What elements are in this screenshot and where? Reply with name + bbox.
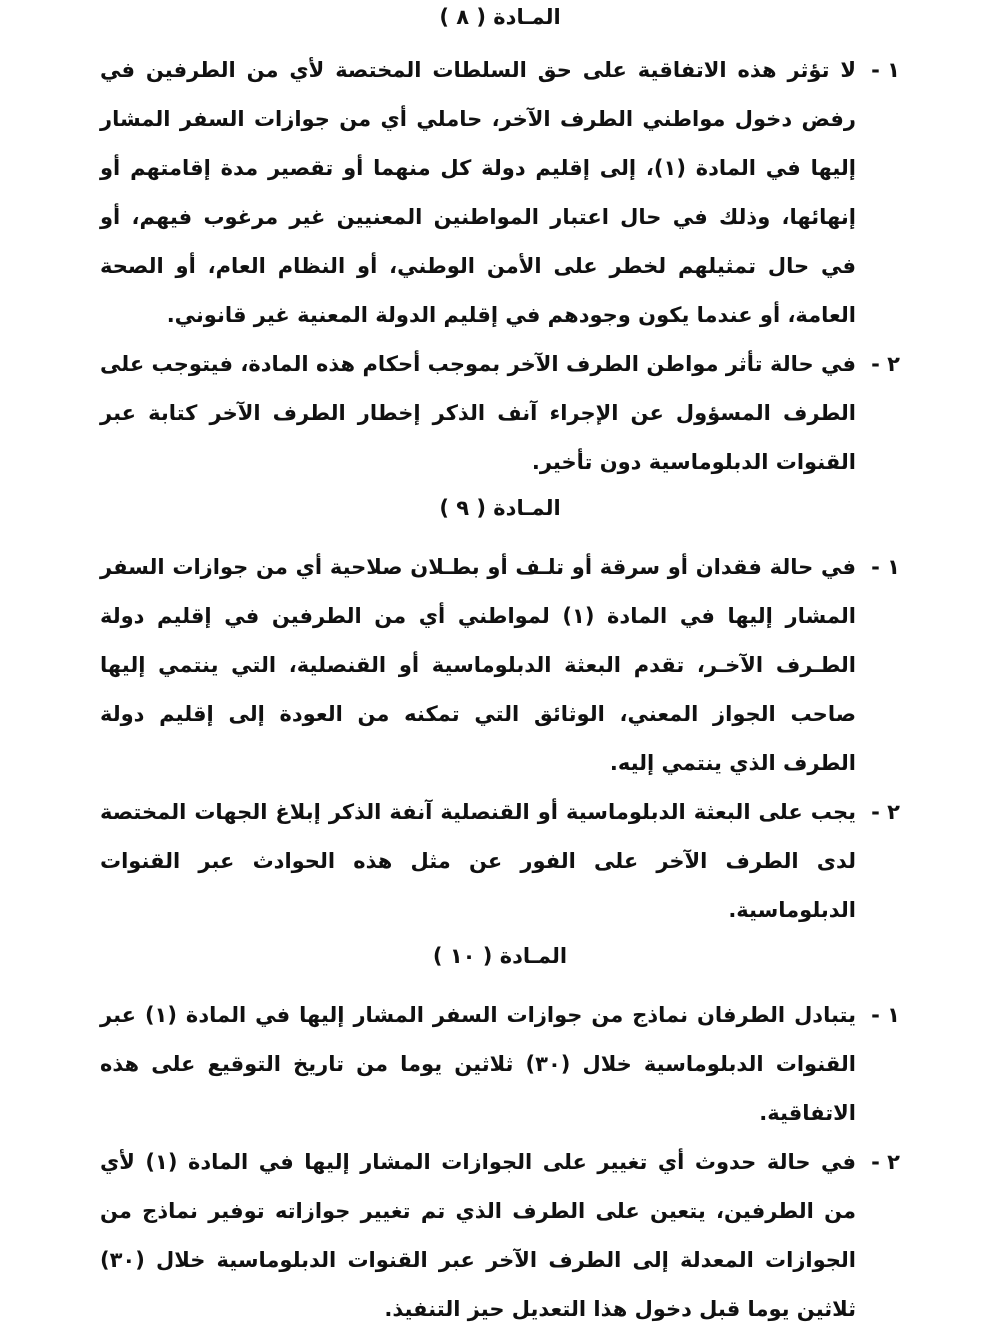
article-10-heading: المـادة ( ١٠ ) xyxy=(432,944,568,968)
article-10-clause-1 xyxy=(100,991,900,1138)
clause-number: ١ - xyxy=(871,1003,900,1027)
clause-text: في حالة تأثر مواطن الطرف الآخر بموجب أحكام هذه المادة، فيتوجب على الطرف المسؤول عن الإجراء آنف الذكر إخطار الطرف الآخر كتابة عبر القنوات الدبلوماسية دون تأخير. xyxy=(100,352,856,474)
article-9-clause-2 xyxy=(100,788,900,935)
article-10-clause-2 xyxy=(100,1138,900,1334)
article-8-heading: المـادة ( ٨ ) xyxy=(439,5,561,29)
clause-text: في حالة حدوث أي تغيير على الجوازات المشار إليها في المادة (١) لأي من الطرفين، يتعين على الطرف الذي تم تغيير جوازاته توفير نماذج من الجوازات المعدلة إلى الطرف الآخر عبر القنوات الدبلوماسية خلال (٣٠) ثلاثين يوما قبل دخول هذا التعديل حيز التنفيذ. xyxy=(100,1150,856,1321)
article-9-heading: المـادة ( ٩ ) xyxy=(439,496,561,520)
clause-number: ٢ - xyxy=(871,800,900,824)
clause-number: ١ - xyxy=(871,58,900,82)
article-8-clause-2 xyxy=(100,340,900,487)
clause-number: ٢ - xyxy=(871,352,900,376)
clause-number: ١ - xyxy=(871,555,900,579)
clause-text: في حالة فقدان أو سرقة أو تلـف أو بطـلان صلاحية أي من جوازات السفر المشار إليها في المادة (١) لمواطني أي من الطرفين في إقليم دولة الطـرف الآخـر، تقدم البعثة الدبلوماسية أو القنصلية، التي ينتمي إليها صاحب الجواز المعني، الوثائق التي تمكنه من العودة إلى إقليم دولة الطرف الذي ينتمي إليه. xyxy=(100,555,856,775)
clause-number: ٢ - xyxy=(871,1150,900,1174)
clause-text: يجب على البعثة الدبلوماسية أو القنصلية آنفة الذكر إبلاغ الجهات المختصة لدى الطرف الآخر على الفور عن مثل هذه الحوادث عبر القنوات الدبلوماسية. xyxy=(100,800,856,922)
clause-text: لا تؤثر هذه الاتفاقية على حق السلطات المختصة لأي من الطرفين في رفض دخول مواطني الطرف الآخر، حاملي أي من جوازات السفر المشار إليها في المادة (١)، إلى إقليم دولة كل منهما أو تقصير مدة إقامتهم أو إنهائها، وذلك في حال اعتبار المواطنين المعنيين غير مرغوب فيهم، أو في حال تمثيلهم لخطر على الأمن الوطني، أو النظام العام، أو الصحة العامة، أو عندما يكون وجودهم في إقليم الدولة المعنية غير قانوني. xyxy=(100,58,857,327)
article-9-clause-1 xyxy=(100,543,900,788)
article-8-clause-1 xyxy=(100,46,900,340)
clause-text: يتبادل الطرفان نماذج من جوازات السفر المشار إليها في المادة (١) عبر القنوات الدبلوماسية خلال (٣٠) ثلاثين يوما من تاريخ التوقيع على هذه الاتفاقية. xyxy=(100,1003,857,1125)
